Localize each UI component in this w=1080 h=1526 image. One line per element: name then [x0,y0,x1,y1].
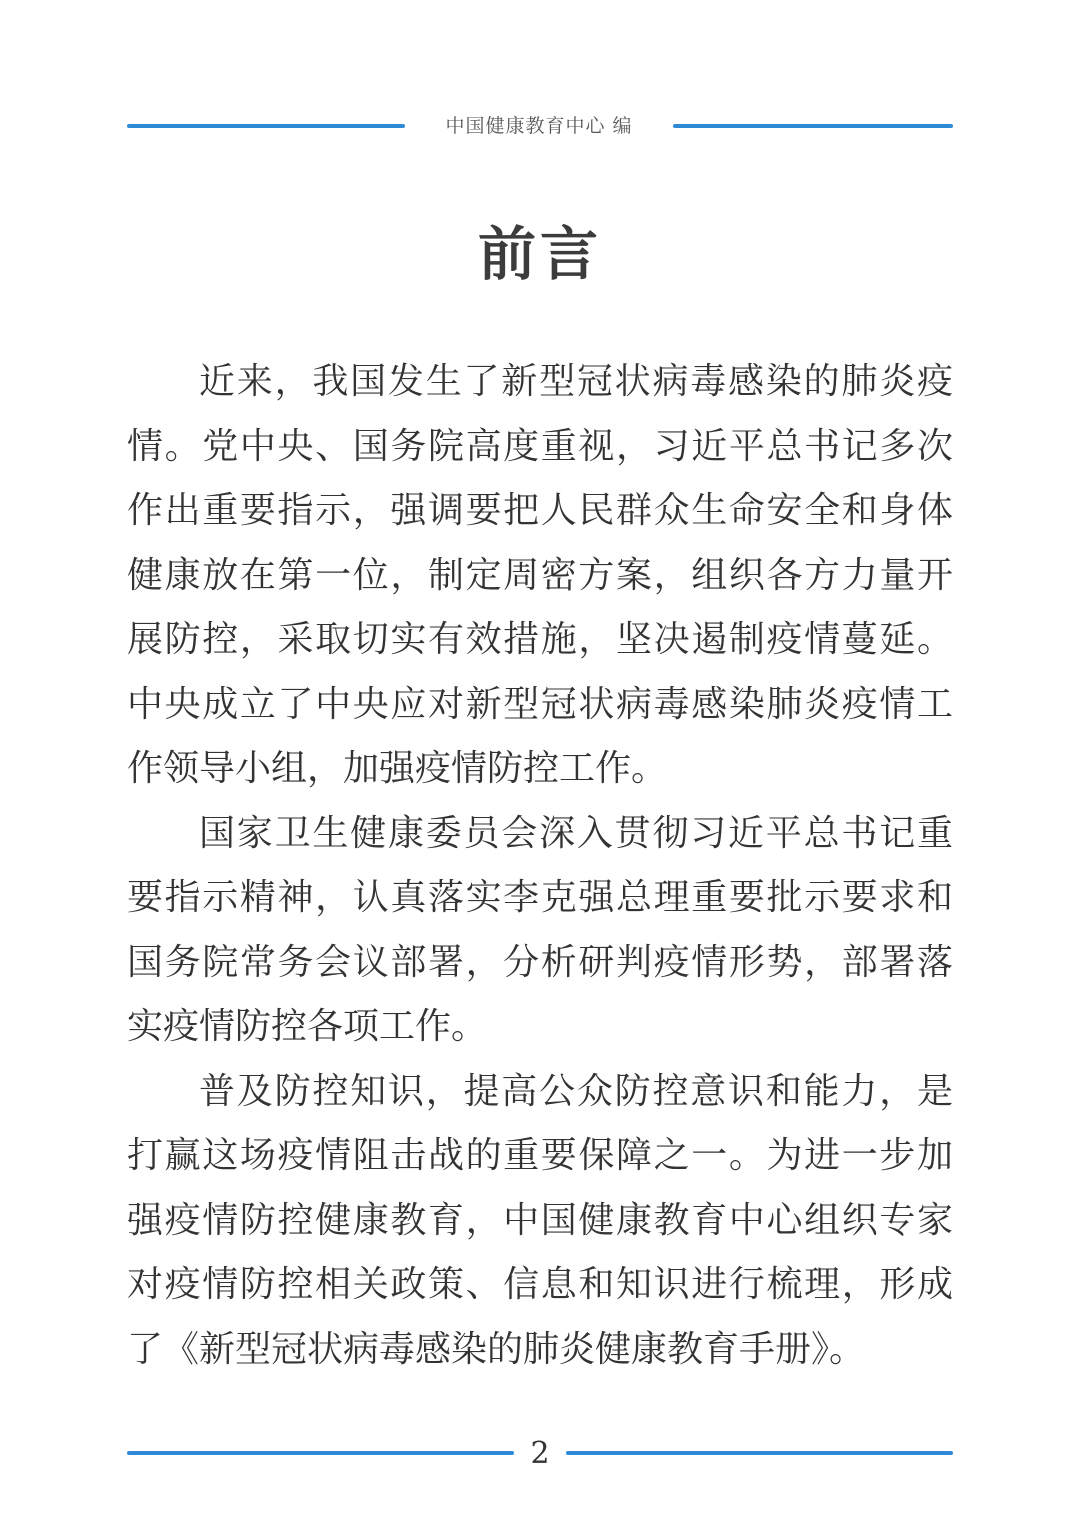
header-publisher: 中国健康教育中心 编 [445,115,633,137]
paragraph-2: 国家卫生健康委员会深入贯彻习近平总书记重要指示精神，认真落实李克强总理重要批示要求和国务院常务会议部署，分析研判疫情形势，部署落实疫情防控各项工作。 [127,812,953,1047]
footer-rule-left [127,1451,514,1455]
header-rule-right [673,124,953,128]
paragraph-1: 近来，我国发生了新型冠状病毒感染的肺炎疫情。党中央、国务院高度重视，习近平总书记多次作出重要指示，强调要把人民群众生命安全和身体健康放在第一位，制定周密方案，组织各方力量开展防控，采取切实有效措施，坚决遏制疫情蔓延。中央成立了中央应对新型冠状病毒感染肺炎疫情工作领导小组，加强疫情防控工作。 [127,361,953,789]
preface-body [127,350,953,1382]
header-rule-left [127,124,405,128]
paragraph-3: 普及防控知识，提高公众防控意识和能力，是打赢这场疫情阻击战的重要保障之一。为进一步加强疫情防控健康教育，中国健康教育中心组织专家对疫情防控相关政策、信息和知识进行梳理，形成了《新型冠状病毒感染的肺炎健康教育手册》。 [127,1070,953,1370]
page-title: 前言 [477,220,602,288]
page-number: 2 [530,1436,550,1471]
footer-rule-right [566,1451,953,1455]
